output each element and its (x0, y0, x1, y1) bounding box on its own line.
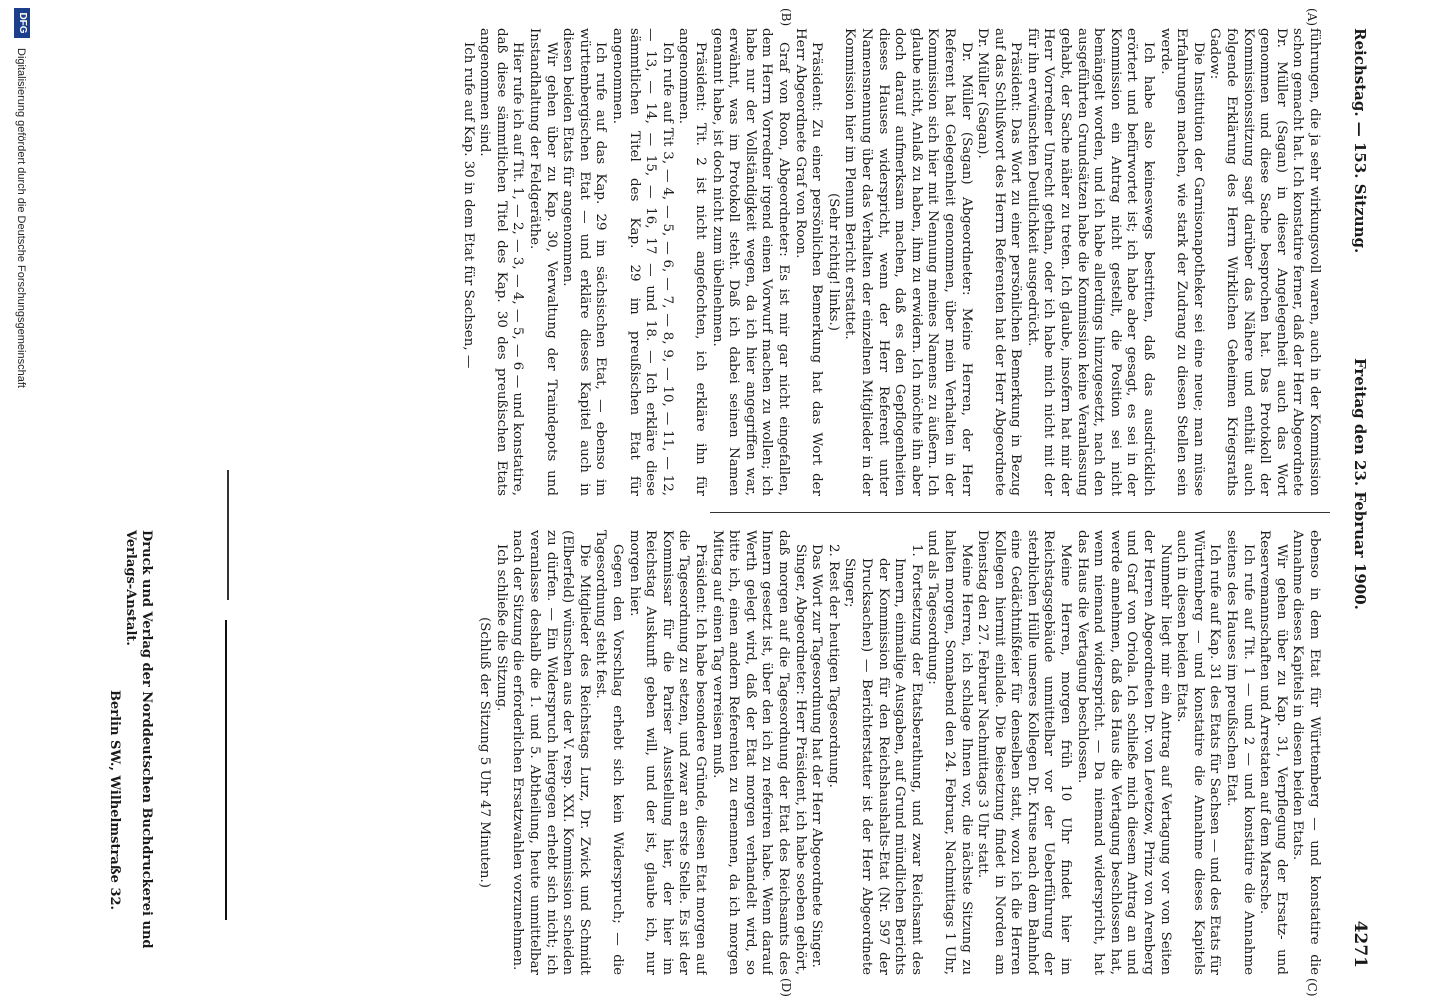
paragraph: Die Mitglieder des Reichstags Lurz, Dr. Zwick und Schmidt (Elberfeld) wünschen aus der V. resp. XXI. Kommission scheiden zu dürfen. — Ein Widerspruch hiergegen erhebt sich nicht; ich veranlasse deshalb die 1. und 5. Abtheilung, heute unmittelbar nach der Sitzung die erforderlichen Ersatzwahlen vorzunehmen. (510, 530, 592, 975)
paragraph: führungen, die ja sehr wirkungsvoll waren, auch in der Kommission schon gemacht hat. Ich konstatire ferner, daß der Herr Abgeordnete Dr. Müller (Sagan) in dieser Angelegenheit auch das Wort genommen und diese Sache besprochen hat. Das Protokoll der Kommissionssitzung sagt darüber das Nähere und enthält auch folgende Erklärung des Herrn Wirklichen Geheimen Kriegsraths Gadow: (1207, 28, 1322, 496)
agenda-item: 2. Rest der heutigen Tagesordnung. (825, 544, 841, 788)
footer-rule (225, 620, 227, 920)
paragraph: Gegen den Vorschlag erhebt sich kein Widerspruch; — die Tagesordnung steht fest. (593, 530, 626, 975)
column-divider (710, 512, 1330, 513)
paragraph: Präsident: Das Wort zu einer persönlichen Bemerkung in Bezug auf das Schlußwort des Herrn Referenten hat der Herr Abgeordnete Dr. Müller (Sagan). (975, 28, 1024, 496)
margin-marker-c: (C) (1305, 978, 1319, 997)
header-session: Reichstag. — 153. Sitzung. (1351, 28, 1369, 254)
paragraph: Ich rufe auf Kap. 30 in dem Etat für Sachsen, — (460, 42, 476, 369)
margin-marker-a: (A) (1305, 8, 1319, 27)
paragraph: Ich schließe die Sitzung. (493, 544, 509, 712)
paragraph: Präsident: Tit. 2 ist nicht angefochten, ich erkläre ihn für angenommen. (676, 28, 709, 496)
left-column (322, 28, 1322, 496)
paragraph: Das Wort zur Tagesordnung hat der Herr Abgeordnete Singer. (809, 544, 825, 968)
margin-marker-d: (D) (779, 978, 793, 997)
separator-rule (227, 470, 229, 600)
paragraph: Ich rufe auf das Kap. 29 im sächsischen Etat, — ebenso im württembergischen Etat — und erkläre dieses Kapitel auch in diesen beiden Etats für angenommen. (560, 28, 609, 496)
paragraph: Hier rufe ich auf Tit. 1, — 2, — 3, — 4, — 5, — 6 — und konstatire, daß diese sämmtlichen Titel des Kap. 30 des preußischen Etats angenommen sind. (477, 28, 526, 496)
page-number: 4271 (1350, 920, 1370, 968)
paragraph: Meine Herren, morgen früh 10 Uhr findet hier im Reichstagsgebäude unmittelbar vor der Ueberführung der sterblichen Hülle unseres Kollegen Dr. Kruse nach dem Bahnhof eine Gedächtnißfeier für denselben statt, wozu ich die Herren Kollegen hiermit einlade. Die Beisetzung findet in Norden am Dienstag den 27. Februar Nachmittags 3 Uhr statt. (975, 530, 1074, 975)
paragraph: Wir gehen über zu Kap. 31, Verpflegung der Ersatz- und Reservemannschaften und Arrestaten auf dem Marsche. (1257, 530, 1289, 975)
imprint (106, 530, 154, 975)
paragraph: Präsident: Ich habe besondere Gründe, diesen Etat morgen auf die Tagesordnung zu setzen, und zwar an erste Stelle. Es ist der Kommissar für die Pariser Ausstellung hier, der hier im Reichstag Auskunft geben will, und der ist, glaube ich, nur morgen hier. (626, 530, 709, 975)
paragraph: Dr. Müller (Sagan) Abgeordneter: Meine Herren, der Herr Referent hat Gelegenheit genommen, über mein Verhalten in der Kommission sich hier mit Nennung meines Namens zu äußern. Ich glaube nicht, Anlaß zu haben, ihm zu erwidern. Ich möchte ihn aber doch darauf aufmerksam machen, daß es den Gepflogenheiten dieses Hauses widerspricht, wenn der Herr Referent unter Namensnennung über das Verhalten der einzelnen Mitglieder in der Kommission hier im Plenum Bericht erstattet. (842, 28, 974, 496)
interjection: (Sehr richtig! links.) (825, 193, 841, 331)
paragraph: Ich rufe auf Tit 3, — 4, — 5, — 6, — 7, — 8, 9, — 10, — 11, — 12, — 13, — 14, — 15, — 16, 17 — und 18. — Ich erkläre diese sämmtlichen Titel des Kap. 29 im preußischen Etat für angenommen. (610, 28, 675, 496)
imprint-line-2: Berlin SW., Wilhelmstraße 32. (107, 690, 122, 911)
paragraph: Graf von Roon, Abgeordneter: Es ist mir gar nicht eingefallen, dem Herrn Vorredner irgend einen Vorwurf machen zu wollen; ich habe nur der Vollständigkeit wegen, da ich hier angegriffen war, erwähnt, was im Protokoll steht. Daß ich dabei seinen Namen genannt habe, ist doch nicht zum übelnehmen. (709, 28, 791, 496)
imprint-line-1: Druck und Verlag der Norddeutschen Buchdruckerei und Verlags-Anstalt. (123, 530, 154, 949)
paragraph: Nunmehr liegt mir ein Antrag auf Vertagung vor von Seiten der Herren Abgeordneten Dr. von Levetzow, Prinz von Arenberg und Graf von Oriola. Ich schließe mich diesem Antrag an und werde annehmen, daß das Haus die Vertagung beschlossen hat, wenn niemand widerspricht. — Da niemand widerspricht, hat das Haus die Vertagung beschlossen. (1074, 530, 1173, 975)
dfg-logo-icon: DFG (14, 8, 30, 38)
margin-marker-b: (B) (779, 8, 793, 27)
paragraph: Präsident: Zu einer persönlichen Bemerkung hat das Wort der Herr Abgeordnete Graf von Roon. (792, 28, 825, 496)
digitization-text: Digitalisierung gefördert durch die Deutsche Forschungsgemeinschaft (15, 48, 27, 388)
digitization-notice (8, 0, 38, 1000)
paragraph: Ich rufe auf Kap. 31 des Etats für Sachsen — und des Etats für Württemberg — und konstatire die Annahme dieses Kapitels auch in diesen beiden Etats. (1174, 530, 1223, 975)
session-end-note: (Schluß der Sitzung 5 Uhr 47 Minuten.) (477, 616, 493, 889)
paragraph: Die Institution der Garnisonapotheker sei eine neue; man müsse Erfahrungen machen, wie stark der Zudrang zu diesen Stellen sein werde. (1157, 28, 1206, 496)
page-header (1344, 28, 1374, 968)
paragraph: ebenso in dem Etat für Württemberg — und konstatire die Annahme dieses Kapitels in diesen beiden Etats. (1290, 530, 1322, 975)
paragraph: Singer, Abgeordneter: Herr Präsident, ich habe soeben gehört, daß morgen auf die Tagesordnung der Etat des Reichsamts des Innern gesetzt ist, über den ich zu referiren habe. Wenn darauf Werth gelegt wird, daß der Etat morgen verhandelt wird, so bitte ich, einen andern Referenten zu ernennen, da ich morgen Mittag auf einen Tag verreisen muß. (709, 530, 808, 975)
paragraph: Ich rufe auf Tit. 1 — und 2 — und konstatire die Annahme seitens des Hauses im preußischen Etat. (1224, 530, 1256, 975)
paragraph: Meine Herren, ich schlage Ihnen vor, die nächste Sitzung zu halten morgen, Sonnabend den 24. Februar, Nachmittags 1 Uhr, und als Tagesordnung: (925, 530, 974, 975)
right-column (322, 530, 1322, 975)
agenda-item: 1. Fortsetzung der Etatsberathung, und zwar Reichsamt des Innern, einmalige Ausgaben, auf Grund mündlichen Berichts der Kommission für den Reichshaushalts-Etat (Nr. 597 der Drucksachen) — Berichterstatter ist der Herr Abgeordnete Singer; (842, 544, 924, 975)
header-date: Freitag den 23. Februar 1900. (1351, 358, 1369, 610)
paragraph: Ich habe also keineswegs bestritten, daß das ausdrücklich erörtert und befürwortet ist; ich habe aber gesagt, es sei in der Kommission ein Antrag nicht gestellt, die Position sei nicht bemängelt worden, und ich habe allerdings hinzugesetzt, nach den ausgeführten Grundsätzen habe die Kommission keine Veranlassung gehabt, der Sache näher zu treten. Ich glaube, insofern hat mir der Herr Vorredner Unrecht gethan, oder ich habe mich nicht mit der für ihn erwünschten Deutlichkeit ausgedrückt. (1024, 28, 1157, 496)
paragraph: Wir gehen über zu Kap. 30, Verwaltung der Traindepots und Instandhaltung der Feldgeräthe. (527, 28, 559, 496)
